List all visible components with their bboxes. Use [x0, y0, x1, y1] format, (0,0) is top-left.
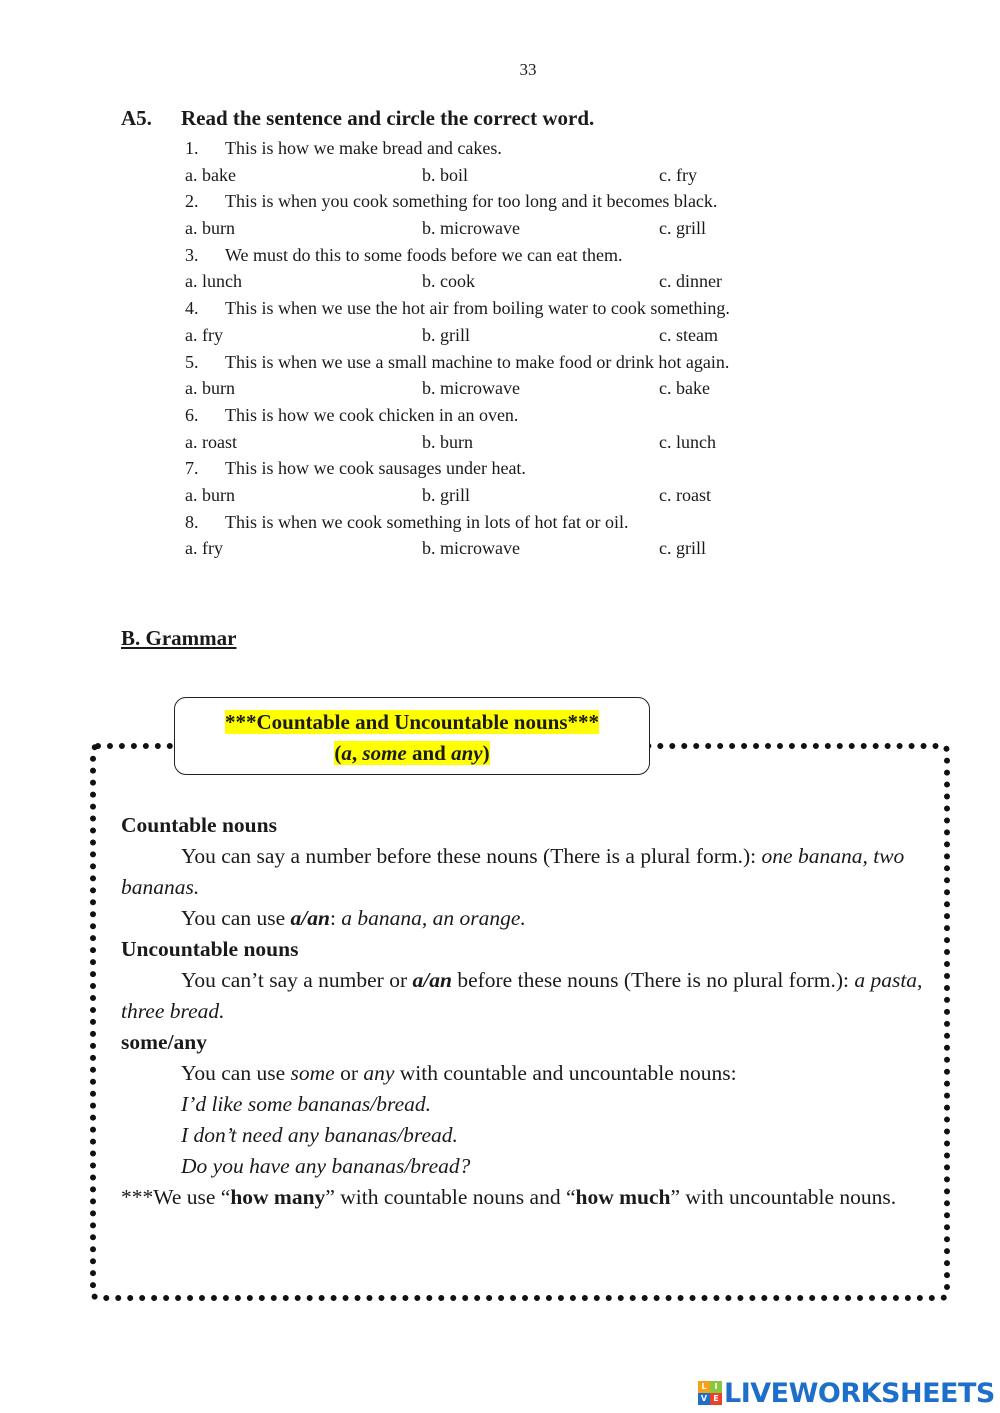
option-c[interactable]: c. grill	[659, 218, 706, 239]
question-number: 2.	[185, 191, 199, 212]
note-keyword-how-much: how much	[575, 1185, 671, 1209]
option-a[interactable]: a. lunch	[185, 271, 242, 292]
option-c[interactable]: c. bake	[659, 378, 710, 399]
question-text: This is when you cook something for too long and it becomes black.	[225, 191, 718, 212]
rule-text: before these nouns (There is no plural form.):	[451, 968, 855, 992]
rule-keyword-some: some	[290, 1061, 335, 1085]
option-b[interactable]: b. microwave	[422, 538, 520, 559]
section-b-heading: B. Grammar	[121, 626, 237, 650]
rule-keyword-any: any	[363, 1061, 395, 1085]
option-b[interactable]: b. cook	[422, 271, 475, 292]
example-text: Do you have any bananas/bread?	[181, 1154, 471, 1178]
option-b[interactable]: b. grill	[422, 324, 470, 345]
grammar-subtitle	[334, 741, 489, 765]
question-number: 3.	[185, 244, 199, 265]
option-c[interactable]: c. fry	[659, 164, 697, 185]
option-a[interactable]: a. burn	[185, 378, 235, 399]
options-4	[185, 322, 885, 349]
question-8	[185, 509, 885, 536]
grammar-title-line1	[175, 707, 649, 738]
grammar-content	[121, 810, 936, 1213]
note-text: ” with uncountable nouns.	[670, 1185, 897, 1209]
rule-text: You can use	[181, 1061, 291, 1085]
word-any: any	[451, 741, 483, 765]
option-c[interactable]: c. roast	[659, 484, 711, 505]
options-1	[185, 162, 885, 189]
comma: ,	[351, 741, 363, 765]
option-a[interactable]: a. bake	[185, 164, 236, 185]
option-b[interactable]: b. microwave	[422, 218, 520, 239]
rule-example: a banana, an orange.	[341, 906, 526, 930]
liveworksheets-wordmark: LIVEWORKSHEETS	[724, 1377, 995, 1409]
rule-text: You can say a number before these nouns (There is a plural form.):	[181, 844, 762, 868]
question-text: This is when we use the hot air from boiling water to cook something.	[225, 298, 730, 319]
someany-heading: some/any	[121, 1030, 207, 1054]
option-b[interactable]: b. boil	[422, 164, 469, 185]
word-a: a	[341, 741, 352, 765]
rule-text: or	[334, 1061, 364, 1085]
rule-text: You can’t say a number or	[181, 968, 413, 992]
question-text: This is when we use a small machine to make food or drink hot again.	[225, 351, 730, 372]
option-b[interactable]: b. burn	[422, 431, 473, 452]
option-c[interactable]: c. lunch	[659, 431, 716, 452]
someany-rule-1	[121, 1058, 936, 1089]
question-text: This is how we cook chicken in an oven.	[225, 404, 519, 425]
logo-letter-e: E	[710, 1393, 722, 1405]
countable-rule-1	[121, 841, 936, 903]
rule-text: You can use	[181, 906, 291, 930]
word-and: and	[406, 741, 452, 765]
note-text: ” with countable nouns and “	[325, 1185, 576, 1209]
note-text: ***We use “	[121, 1185, 231, 1209]
rule-text: with countable and uncountable nouns:	[394, 1061, 737, 1085]
option-a[interactable]: a. burn	[185, 218, 235, 239]
question-list	[185, 135, 885, 562]
question-1	[185, 135, 885, 162]
question-3	[185, 242, 885, 269]
question-number: 7.	[185, 458, 199, 479]
grammar-title-box	[174, 697, 650, 775]
paren-open: (	[334, 741, 342, 765]
logo-letter-l: L	[698, 1381, 710, 1393]
rule-colon: :	[329, 906, 342, 930]
question-5	[185, 349, 885, 376]
options-6	[185, 429, 885, 456]
section-a5-heading	[121, 106, 594, 131]
option-b[interactable]: b. grill	[422, 484, 470, 505]
word-some: some	[362, 741, 407, 765]
question-4	[185, 295, 885, 322]
grammar-title-text: ***Countable and Uncountable nouns***	[224, 710, 600, 734]
example-1	[121, 1089, 936, 1120]
section-a5-label: A5.	[121, 106, 152, 130]
note-keyword-how-many: how many	[230, 1185, 326, 1209]
question-text: We must do this to some foods before we can eat them.	[225, 244, 623, 265]
question-2	[185, 188, 885, 215]
options-5	[185, 375, 885, 402]
paren-close: )	[482, 741, 490, 765]
how-many-much-note	[121, 1182, 936, 1213]
rule-keyword: a/an	[412, 968, 452, 992]
option-c[interactable]: c. dinner	[659, 271, 722, 292]
logo-letter-v: V	[698, 1393, 710, 1405]
liveworksheets-brand	[698, 1376, 995, 1410]
example-2	[121, 1120, 936, 1151]
page-number: 33	[519, 60, 537, 79]
question-number: 1.	[185, 138, 199, 158]
example-text: I don’t need any bananas/bread.	[181, 1123, 458, 1147]
rule-keyword: a/an	[290, 906, 330, 930]
question-number: 5.	[185, 351, 199, 372]
option-c[interactable]: c. steam	[659, 324, 718, 345]
option-a[interactable]: a. fry	[185, 324, 223, 345]
example-text: I’d like some bananas/bread.	[181, 1092, 431, 1116]
logo-letter-i: I	[710, 1381, 722, 1393]
uncountable-rule-1	[121, 965, 936, 1027]
countable-rule-2	[121, 903, 936, 934]
question-text: This is how we cook sausages under heat.	[225, 458, 526, 479]
question-number: 4.	[185, 298, 199, 319]
section-a5-instruction: Read the sentence and circle the correct word.	[181, 106, 595, 130]
example-3	[121, 1151, 936, 1182]
options-8	[185, 535, 885, 562]
option-a[interactable]: a. burn	[185, 484, 235, 505]
question-text: This is how we make bread and cakes.	[225, 138, 502, 158]
liveworksheets-logo-icon	[698, 1381, 722, 1405]
uncountable-heading: Uncountable nouns	[121, 937, 299, 961]
question-number: 8.	[185, 511, 199, 532]
option-c[interactable]: c. grill	[659, 538, 706, 559]
option-a[interactable]: a. roast	[185, 431, 237, 452]
rule-example: a pasta, three bread.	[121, 968, 923, 1023]
question-text: This is when we cook something in lots of hot fat or oil.	[225, 511, 629, 532]
option-a[interactable]: a. fry	[185, 538, 223, 559]
option-b[interactable]: b. microwave	[422, 378, 520, 399]
options-3	[185, 268, 885, 295]
grammar-title-line2	[175, 738, 649, 769]
options-7	[185, 482, 885, 509]
countable-heading: Countable nouns	[121, 813, 277, 837]
rule-example: one banana, two bananas.	[121, 844, 905, 899]
question-7	[185, 455, 885, 482]
question-number: 6.	[185, 404, 199, 425]
question-6	[185, 402, 885, 429]
options-2	[185, 215, 885, 242]
